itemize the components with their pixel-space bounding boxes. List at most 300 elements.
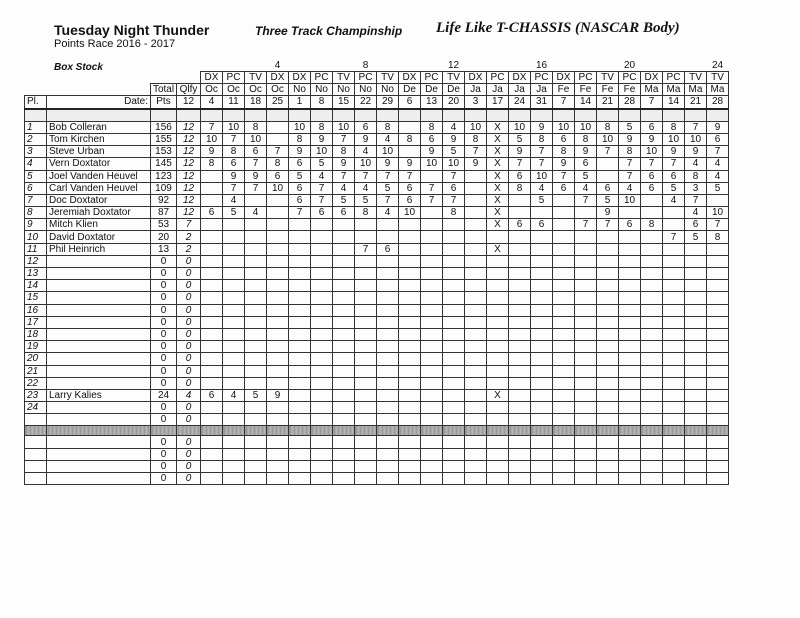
race-result: 7	[575, 194, 597, 206]
race-result	[663, 304, 685, 316]
race-result: X	[487, 133, 509, 145]
month: No	[377, 84, 399, 96]
driver-name	[47, 292, 151, 304]
race-result: 8	[619, 146, 641, 158]
race-result: 10	[465, 121, 487, 133]
race-result	[641, 353, 663, 365]
race-result: 10	[333, 121, 355, 133]
race-result: 7	[245, 158, 267, 170]
blank-cell	[619, 109, 641, 122]
qualify-count: 12	[177, 146, 201, 158]
race-result	[619, 304, 641, 316]
race-result: 4	[223, 389, 245, 401]
month: Oc	[201, 84, 223, 96]
race-result: 6	[575, 158, 597, 170]
race-result: 7	[663, 231, 685, 243]
race-result	[377, 304, 399, 316]
blank-cell	[177, 109, 201, 122]
race-result: 9	[707, 121, 729, 133]
day: 20	[443, 96, 465, 109]
race-result	[531, 231, 553, 243]
track-code: PC	[421, 72, 443, 84]
race-result	[663, 460, 685, 472]
race-result	[245, 377, 267, 389]
race-result	[355, 304, 377, 316]
race-result	[289, 414, 311, 426]
race-result	[641, 316, 663, 328]
race-number	[333, 60, 355, 72]
driver-name: Carl Vanden Heuvel	[47, 182, 151, 194]
day: 21	[597, 96, 619, 109]
table-row	[25, 389, 729, 401]
race-result	[619, 255, 641, 267]
total-points: 0	[151, 341, 177, 353]
race-result	[201, 341, 223, 353]
race-result: 5	[289, 170, 311, 182]
track-code: DX	[267, 72, 289, 84]
race-result	[399, 436, 421, 448]
table-row	[25, 377, 729, 389]
race-result	[443, 365, 465, 377]
race-result: 4	[685, 158, 707, 170]
race-number: 24	[711, 60, 724, 71]
race-number: 16	[535, 60, 548, 71]
race-result	[619, 268, 641, 280]
qualify-count: 12	[177, 133, 201, 145]
race-result	[333, 219, 355, 231]
race-result	[531, 280, 553, 292]
divider-cell	[333, 426, 355, 436]
race-result	[531, 460, 553, 472]
race-result	[597, 280, 619, 292]
race-result: 7	[663, 158, 685, 170]
place: 6	[25, 182, 47, 194]
race-result	[641, 231, 663, 243]
race-result	[707, 328, 729, 340]
race-result: 6	[201, 207, 223, 219]
race-result: 10	[421, 158, 443, 170]
race-result: 8	[201, 158, 223, 170]
driver-name: David Doxtator	[47, 231, 151, 243]
race-result	[333, 460, 355, 472]
day: 31	[531, 96, 553, 109]
qualify-count: 0	[177, 365, 201, 377]
table-row	[25, 436, 729, 448]
divider-cell	[685, 426, 707, 436]
race-result	[531, 304, 553, 316]
race-result	[377, 219, 399, 231]
race-result	[553, 243, 575, 255]
race-result	[619, 365, 641, 377]
race-result: 4	[223, 194, 245, 206]
blank-cell	[289, 109, 311, 122]
table-row	[25, 304, 729, 316]
race-result	[597, 231, 619, 243]
race-result	[597, 341, 619, 353]
month: No	[355, 84, 377, 96]
race-result: 4	[443, 121, 465, 133]
driver-name	[47, 460, 151, 472]
race-result	[355, 353, 377, 365]
race-result: 9	[377, 158, 399, 170]
race-result	[443, 460, 465, 472]
race-result	[531, 473, 553, 485]
race-result	[553, 219, 575, 231]
track-code: DX	[509, 72, 531, 84]
race-result	[223, 304, 245, 316]
race-result	[509, 436, 531, 448]
race-result	[465, 243, 487, 255]
race-result	[245, 292, 267, 304]
race-result: 9	[289, 146, 311, 158]
race-result	[443, 328, 465, 340]
race-result	[509, 255, 531, 267]
race-result	[509, 414, 531, 426]
race-result	[619, 414, 641, 426]
race-result	[355, 448, 377, 460]
race-result	[311, 448, 333, 460]
race-result: 5	[575, 170, 597, 182]
race-result	[267, 121, 289, 133]
race-result	[663, 353, 685, 365]
race-result	[619, 207, 641, 219]
series-title: Life Like T-CHASSIS (NASCAR Body)	[436, 20, 680, 36]
month: Ja	[509, 84, 531, 96]
race-result	[597, 402, 619, 414]
race-result	[311, 341, 333, 353]
divider-cell	[399, 426, 421, 436]
race-result	[201, 353, 223, 365]
race-result	[245, 280, 267, 292]
race-result	[685, 316, 707, 328]
race-result	[707, 389, 729, 401]
race-result: 7	[377, 194, 399, 206]
race-result	[289, 328, 311, 340]
race-result	[553, 414, 575, 426]
race-result	[663, 341, 685, 353]
race-result: 8	[245, 121, 267, 133]
race-result	[333, 255, 355, 267]
race-result: 9	[531, 121, 553, 133]
table-row	[25, 353, 729, 365]
spacer-cell	[151, 72, 177, 84]
race-result	[421, 304, 443, 316]
race-result	[377, 402, 399, 414]
race-result	[487, 328, 509, 340]
race-result	[619, 280, 641, 292]
driver-name: Steve Urban	[47, 146, 151, 158]
driver-name	[47, 255, 151, 267]
race-result	[619, 231, 641, 243]
total-points: 0	[151, 268, 177, 280]
blank-cell	[223, 109, 245, 122]
race-result: 6	[333, 207, 355, 219]
race-result	[201, 448, 223, 460]
race-result	[487, 268, 509, 280]
blank-cell	[333, 109, 355, 122]
race-result	[223, 268, 245, 280]
race-result	[707, 255, 729, 267]
race-result: 9	[355, 133, 377, 145]
race-result: X	[487, 170, 509, 182]
place: 24	[25, 402, 47, 414]
divider-cell	[47, 426, 151, 436]
race-result: 4	[311, 170, 333, 182]
race-result	[201, 231, 223, 243]
total-points: 0	[151, 255, 177, 267]
race-result	[399, 268, 421, 280]
race-result	[377, 231, 399, 243]
divider-cell	[509, 426, 531, 436]
blank-cell	[377, 109, 399, 122]
race-result	[355, 436, 377, 448]
race-result	[289, 280, 311, 292]
race-result	[487, 316, 509, 328]
day: 7	[641, 96, 663, 109]
table-row	[25, 121, 729, 133]
race-result	[333, 365, 355, 377]
race-result	[509, 460, 531, 472]
race-result	[223, 448, 245, 460]
race-result	[421, 402, 443, 414]
race-result: 7	[311, 194, 333, 206]
race-result	[509, 292, 531, 304]
divider-cell	[25, 426, 47, 436]
race-result	[311, 328, 333, 340]
race-result	[641, 448, 663, 460]
race-result	[333, 436, 355, 448]
race-result: 5	[223, 207, 245, 219]
race-result: X	[487, 243, 509, 255]
race-result	[267, 194, 289, 206]
race-result	[399, 255, 421, 267]
race-result	[509, 328, 531, 340]
place: 3	[25, 146, 47, 158]
table-row	[25, 473, 729, 485]
race-result	[685, 280, 707, 292]
race-result	[685, 389, 707, 401]
race-result: 10	[509, 121, 531, 133]
race-result	[487, 292, 509, 304]
month: Ma	[685, 84, 707, 96]
race-result	[509, 207, 531, 219]
race-result	[487, 280, 509, 292]
race-result: X	[487, 194, 509, 206]
race-result	[465, 316, 487, 328]
race-result	[575, 377, 597, 389]
race-result	[663, 207, 685, 219]
driver-name	[47, 377, 151, 389]
race-result	[619, 243, 641, 255]
table-row	[25, 328, 729, 340]
race-result: 9	[553, 158, 575, 170]
race-result	[707, 194, 729, 206]
race-result	[289, 460, 311, 472]
race-result	[443, 341, 465, 353]
race-result	[707, 473, 729, 485]
race-result: 4	[377, 207, 399, 219]
race-result	[641, 243, 663, 255]
blank-cell	[575, 109, 597, 122]
qualify-count: 0	[177, 473, 201, 485]
race-result: 6	[399, 182, 421, 194]
race-result	[575, 414, 597, 426]
total-points: 123	[151, 170, 177, 182]
race-result	[575, 460, 597, 472]
race-result	[201, 414, 223, 426]
race-result	[267, 436, 289, 448]
race-result: 9	[641, 133, 663, 145]
table-row	[25, 219, 729, 231]
qualify-count: 12	[177, 194, 201, 206]
track-code: PC	[223, 72, 245, 84]
table-row	[25, 341, 729, 353]
race-result: 9	[685, 146, 707, 158]
race-result	[685, 436, 707, 448]
track-code: PC	[531, 72, 553, 84]
qualify-count: 0	[177, 292, 201, 304]
race-result	[355, 402, 377, 414]
table-row	[25, 194, 729, 206]
race-result	[641, 460, 663, 472]
race-result: 7	[465, 146, 487, 158]
race-result	[663, 328, 685, 340]
race-result: 9	[597, 207, 619, 219]
qualify-count: 0	[177, 448, 201, 460]
race-result	[223, 328, 245, 340]
race-result	[707, 365, 729, 377]
month: Fe	[553, 84, 575, 96]
race-number	[575, 60, 597, 72]
race-result: 6	[399, 194, 421, 206]
driver-name: Bob Colleran	[47, 121, 151, 133]
race-result	[245, 243, 267, 255]
race-result: 9	[509, 146, 531, 158]
race-result: 7	[355, 243, 377, 255]
race-result: 6	[201, 389, 223, 401]
race-result: 5	[377, 182, 399, 194]
driver-name: Larry Kalies	[47, 389, 151, 401]
race-result: 10	[245, 133, 267, 145]
date-row	[25, 96, 729, 109]
day: 25	[267, 96, 289, 109]
race-number	[223, 60, 245, 72]
race-result	[201, 377, 223, 389]
race-result	[597, 328, 619, 340]
race-result	[685, 353, 707, 365]
race-result: 8	[663, 121, 685, 133]
race-result	[223, 243, 245, 255]
race-result	[267, 133, 289, 145]
race-result	[355, 377, 377, 389]
total-points: 0	[151, 304, 177, 316]
race-result	[289, 316, 311, 328]
race-result	[311, 219, 333, 231]
race-result	[377, 255, 399, 267]
race-result: 9	[223, 170, 245, 182]
race-result	[443, 292, 465, 304]
race-result: 6	[685, 219, 707, 231]
race-result: X	[487, 182, 509, 194]
qualify-count: 0	[177, 304, 201, 316]
race-result	[685, 448, 707, 460]
divider-cell	[487, 426, 509, 436]
total-points: 92	[151, 194, 177, 206]
race-number-row	[25, 60, 729, 72]
race-result	[575, 255, 597, 267]
spacer-cell	[25, 60, 47, 72]
date-header: Date:	[47, 96, 151, 109]
race-result	[223, 414, 245, 426]
race-result	[333, 231, 355, 243]
race-result	[553, 316, 575, 328]
race-result: 7	[575, 219, 597, 231]
table-row	[25, 402, 729, 414]
race-result	[223, 280, 245, 292]
month: Oc	[267, 84, 289, 96]
place: 15	[25, 292, 47, 304]
race-result	[443, 219, 465, 231]
race-result	[333, 377, 355, 389]
race-result	[421, 448, 443, 460]
race-result	[641, 328, 663, 340]
race-result	[245, 402, 267, 414]
race-result	[465, 194, 487, 206]
race-result	[619, 448, 641, 460]
race-result	[311, 280, 333, 292]
race-result	[223, 231, 245, 243]
race-result	[597, 353, 619, 365]
place: 7	[25, 194, 47, 206]
place	[25, 460, 47, 472]
driver-name: Tom Kirchen	[47, 133, 151, 145]
race-number	[487, 60, 509, 72]
race-result	[465, 231, 487, 243]
race-result	[663, 255, 685, 267]
championship-title: Three Track Champinship	[255, 24, 403, 38]
month: Ma	[707, 84, 729, 96]
race-result	[619, 292, 641, 304]
track-code: PC	[487, 72, 509, 84]
race-result: 10	[399, 207, 421, 219]
race-result	[245, 341, 267, 353]
race-result: 6	[509, 170, 531, 182]
race-result	[685, 255, 707, 267]
race-result	[443, 280, 465, 292]
qualify-count: 0	[177, 414, 201, 426]
race-result	[575, 328, 597, 340]
qualify-count: 0	[177, 460, 201, 472]
total-points: 0	[151, 473, 177, 485]
race-result	[267, 365, 289, 377]
race-result	[289, 448, 311, 460]
race-result	[311, 304, 333, 316]
race-result	[641, 255, 663, 267]
race-result	[707, 377, 729, 389]
race-result	[509, 243, 531, 255]
class-label: Box Stock	[54, 62, 103, 73]
table-row	[25, 133, 729, 145]
divider-cell	[177, 426, 201, 436]
race-result	[531, 414, 553, 426]
race-result: 9	[443, 133, 465, 145]
race-result	[223, 460, 245, 472]
race-result	[597, 170, 619, 182]
spacer-cell	[177, 72, 201, 84]
race-result	[509, 316, 531, 328]
race-result	[245, 365, 267, 377]
divider-cell	[151, 426, 177, 436]
